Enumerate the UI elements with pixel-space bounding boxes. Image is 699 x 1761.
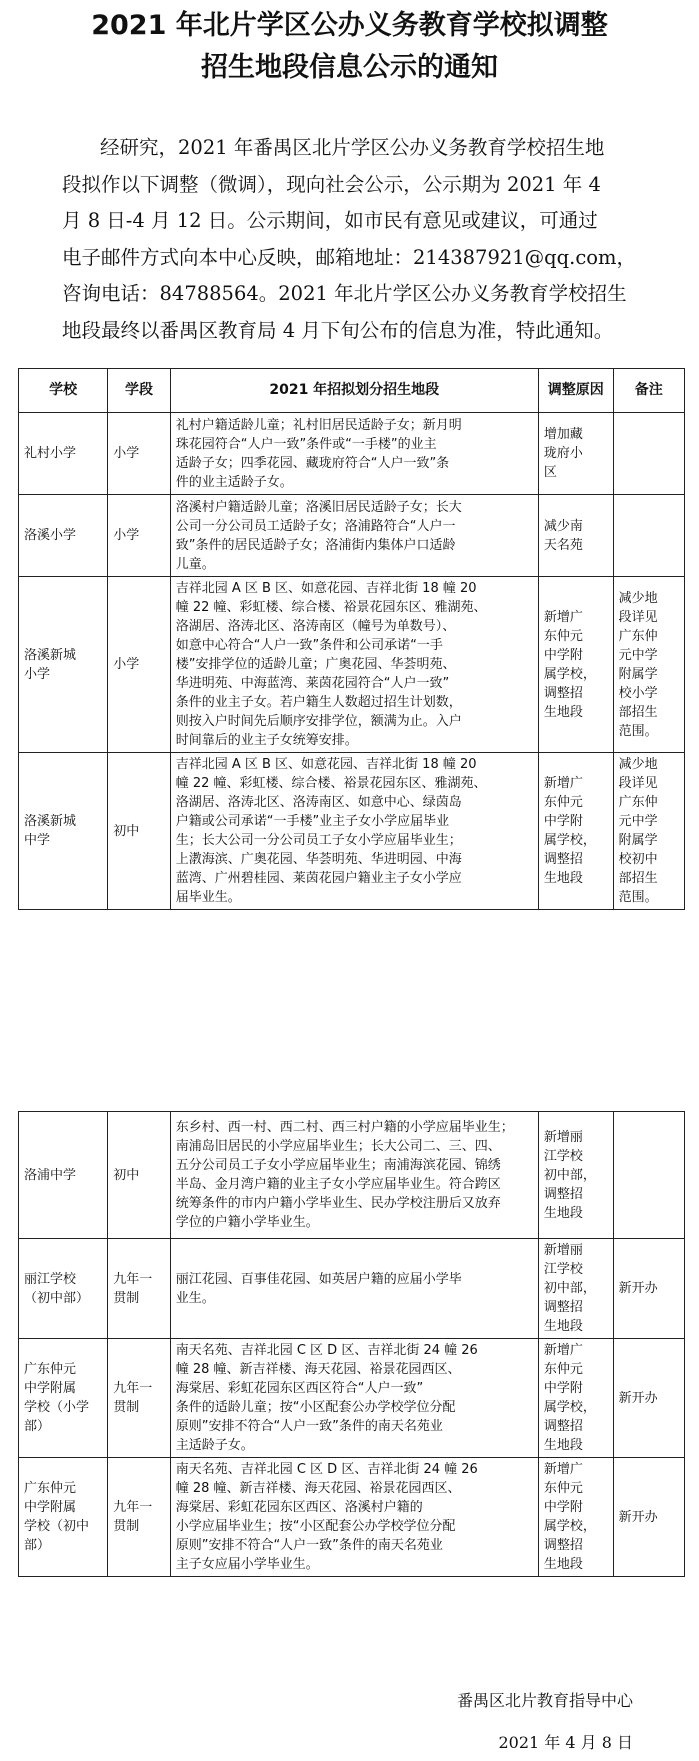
reason-cell-line: 江学校	[543, 1148, 583, 1164]
reason-cell-line: 江学校	[543, 1262, 583, 1277]
area-cell-line: 如意中心符合“人户一致”条件和公司承诺“一手	[175, 638, 443, 653]
area-cell	[170, 753, 538, 910]
reason-cell-line: 中学附	[543, 647, 583, 663]
reason-cell-line: 生地段	[543, 1205, 583, 1221]
note-cell-line: 附属学	[618, 666, 658, 682]
reason-cell-line: 新增广	[543, 609, 583, 625]
stage-cell-line: 初中	[113, 823, 140, 839]
area-cell-line: 东乡村、西一村、西二村、西三村户籍的小学应届毕业生；	[175, 1120, 514, 1135]
reason-cell-line: 生地段	[543, 704, 583, 720]
stage-cell-line: 小学	[113, 528, 140, 543]
area-cell-line: 生；长大公司一分公司员工子女小学应届毕业生；	[175, 833, 462, 848]
stage-cell	[108, 495, 170, 577]
reason-cell-line: 属学校，	[543, 1519, 596, 1534]
stage-cell	[108, 577, 170, 753]
reason-cell-line: 东仲元	[543, 795, 583, 810]
note-cell	[613, 753, 684, 910]
area-cell-line: 时间靠后的业主子女统筹安排。	[175, 733, 358, 748]
reason-cell-line: 属学校，	[543, 666, 596, 682]
reason-cell-line: 珑府小	[543, 446, 583, 461]
enrollment-table-top	[18, 368, 685, 910]
table-row	[19, 495, 685, 577]
school-cell-line: 洛浦中学	[24, 1167, 77, 1183]
reason-cell-line: 初中部，	[543, 1167, 596, 1183]
note-cell-line: 元中学	[618, 647, 658, 663]
area-cell-line: 吉祥北园 A 区 B 区、如意花园、吉祥北街 18 幢 20	[175, 581, 477, 596]
stage-cell	[108, 1339, 170, 1458]
area-cell-line: 上漖海滨、广奥花园、华荟明苑、华进明园、中海	[175, 852, 462, 867]
reason-cell-line: 生地段	[543, 1557, 583, 1572]
reason-cell-line: 调整招	[543, 852, 583, 867]
intro-paragraph	[62, 130, 674, 349]
table-row	[19, 577, 685, 753]
area-cell-line: 条件的业主子女。若户籍生人数超过招生计划数，	[175, 695, 462, 710]
note-cell	[613, 1339, 684, 1458]
intro-line: 经研究，2021 年番禺区北片学区公办义务教育学校招生地	[100, 136, 605, 159]
area-cell-line: 主适龄子女。	[175, 1438, 254, 1453]
reason-cell-line: 中学附	[543, 1500, 583, 1515]
area-cell-line: 珠花园符合“人户一致”条件或“一手楼”的业主	[175, 436, 437, 452]
school-cell	[19, 753, 108, 910]
area-cell-line: 原则”安排不符合“人户一致”条件的南天名苑业	[175, 1419, 443, 1434]
reason-cell-line: 新增广	[543, 1462, 583, 1477]
reason-cell-line: 东仲元	[543, 1481, 583, 1496]
header-note: 备注	[613, 369, 684, 413]
table-row	[19, 753, 685, 910]
stage-cell-line: 小学	[113, 446, 140, 461]
school-cell-line: 学校（小学	[24, 1400, 90, 1415]
note-cell	[613, 1112, 684, 1239]
school-cell-line: （初中部）	[24, 1290, 90, 1306]
area-cell-line: 则按入户时间先后顺序安排学位，额满为止。入户	[175, 714, 462, 729]
note-cell-line: 新开办	[618, 1509, 658, 1525]
area-cell-line: 统筹条件的市内户籍小学毕业生、民办学校注册后又放弃	[175, 1196, 501, 1211]
table-row	[19, 413, 685, 495]
note-cell-line: 段详见	[618, 609, 658, 625]
area-cell-line: 致”条件的居民适龄子女；洛浦街内集体户口适龄	[175, 537, 456, 553]
reason-cell-line: 生地段	[543, 1319, 583, 1334]
area-cell-line: 洛湖居、洛涛北区、洛涛南区、如意中心、绿茵岛	[175, 795, 462, 810]
reason-cell	[538, 1458, 613, 1577]
school-cell-line: 广东仲元	[24, 1481, 77, 1496]
note-cell-line: 附属学	[618, 833, 658, 848]
reason-cell-line: 新增丽	[543, 1129, 583, 1145]
school-cell-line: 小学	[24, 666, 51, 682]
area-cell-line: 业生。	[175, 1290, 215, 1306]
stage-cell-line: 九年一	[113, 1500, 153, 1515]
area-cell	[170, 1112, 538, 1239]
reason-cell-line: 新增广	[543, 1343, 583, 1358]
intro-line: 段拟作以下调整（微调），现向社会公示，公示期为 2021 年 4	[62, 172, 601, 196]
reason-cell	[538, 1339, 613, 1458]
area-cell-line: 学位的户籍小学毕业生。	[175, 1215, 319, 1230]
school-cell-line: 洛溪新城	[24, 814, 77, 829]
stage-cell-line: 小学	[113, 657, 140, 672]
area-cell-line: 礼村户籍适龄儿童；礼村旧居民适龄子女；新月明	[175, 417, 462, 433]
area-cell-line: 条件的适龄儿童；按“小区配套公办学校学位分配	[175, 1400, 456, 1415]
area-cell	[170, 413, 538, 495]
note-cell-line: 校小学	[618, 685, 658, 701]
area-cell-line: 小学应届毕业生；按“小区配套公办学校学位分配	[175, 1519, 456, 1534]
area-cell	[170, 1458, 538, 1577]
header-school: 学校	[19, 369, 108, 413]
school-cell-line: 洛溪新城	[24, 647, 77, 663]
note-cell-line: 范围。	[618, 890, 658, 905]
note-cell	[613, 1458, 684, 1577]
intro-line: 地段最终以番禺区教育局 4 月下旬公布的信息为准，特此通知。	[62, 318, 614, 342]
note-cell-line: 元中学	[618, 814, 658, 829]
area-cell-line: 件的业主适龄子女。	[175, 474, 293, 490]
note-cell	[613, 413, 684, 495]
note-cell-line: 广东仲	[618, 795, 658, 810]
reason-cell-line: 调整招	[543, 1186, 583, 1202]
stage-cell-line: 贯制	[113, 1290, 140, 1306]
stage-cell-line: 贯制	[113, 1519, 140, 1534]
area-cell-line: 户籍或公司承诺“一手楼”业主子女小学应届毕业	[175, 814, 450, 829]
stage-cell-line: 初中	[113, 1167, 140, 1183]
school-cell-line: 中学附属	[24, 1381, 77, 1396]
reason-cell	[538, 495, 613, 577]
note-cell-line: 新开办	[618, 1390, 658, 1406]
area-cell-line: 原则”安排不符合“人户一致”条件的南天名苑业	[175, 1538, 443, 1553]
school-cell-line: 洛溪小学	[24, 528, 77, 543]
note-cell-line: 减少地	[618, 590, 658, 606]
reason-cell-line: 调整招	[543, 685, 583, 701]
reason-cell-line: 生地段	[543, 1438, 583, 1453]
school-cell-line: 学校（初中	[24, 1519, 90, 1534]
area-cell-line: 幢 28 幢、新吉祥楼、海天花园、裕景花园西区、	[175, 1362, 461, 1377]
intro-line: 咨询电话：84788564。2021 年北片学区公办义务教育学校招生	[62, 282, 627, 305]
area-cell-line: 主子女应届小学毕业生。	[175, 1557, 319, 1572]
enrollment-table-bottom	[18, 1111, 685, 1577]
area-cell-line: 半岛、金月湾户籍的业主子女小学应届毕业生。符合跨区	[175, 1177, 501, 1192]
school-cell-line: 中学附属	[24, 1500, 77, 1515]
area-cell-line: 洛湖居、洛涛北区、洛涛南区（幢号为单数号）、	[175, 619, 456, 634]
reason-cell-line: 东仲元	[543, 628, 583, 644]
stage-cell	[108, 1112, 170, 1239]
table-row	[19, 1458, 685, 1577]
area-cell-line: 海棠居、彩虹花园东区西区、洛溪村户籍的	[175, 1500, 423, 1515]
header-area: 2021 年招拟划分招生地段	[170, 369, 538, 413]
stage-cell	[108, 753, 170, 910]
area-cell	[170, 1339, 538, 1458]
reason-cell-line: 新增丽	[543, 1243, 583, 1258]
reason-cell-line: 调整招	[543, 1419, 583, 1434]
reason-cell-line: 属学校，	[543, 833, 596, 848]
area-cell-line: 幢 22 幢、彩虹楼、综合楼、裕景花园东区、雅湖苑、	[175, 600, 487, 615]
table-row	[19, 1339, 685, 1458]
area-cell-line: 幢 22 幢、彩虹楼、综合楼、裕景花园东区、雅湖苑、	[175, 776, 487, 791]
reason-cell-line: 减少南	[543, 518, 583, 534]
school-cell	[19, 413, 108, 495]
reason-cell-line: 调整招	[543, 1538, 583, 1553]
table-row	[19, 1239, 685, 1339]
area-cell-line: 公司一分公司员工适龄子女；洛浦路符合“人户一	[175, 518, 456, 534]
reason-cell	[538, 1239, 613, 1339]
note-cell	[613, 1239, 684, 1339]
note-cell-line: 段详见	[618, 776, 658, 791]
stage-cell-line: 九年一	[113, 1271, 153, 1287]
stage-cell	[108, 1239, 170, 1339]
note-cell-line: 新开办	[618, 1281, 658, 1296]
stage-cell	[108, 413, 170, 495]
note-cell-line: 部招生	[618, 871, 658, 886]
signature-organization: 番禺区北片教育指导中心	[456, 1691, 633, 1710]
stage-cell	[108, 1458, 170, 1577]
area-cell-line: 适龄子女；四季花园、藏珑府符合“人户一致”条	[175, 455, 450, 471]
reason-cell-line: 调整招	[543, 1300, 583, 1315]
area-cell-line: 南天名苑、吉祥北园 C 区 D 区、吉祥北街 24 幢 26	[175, 1343, 478, 1358]
area-cell-line: 五分公司员工子女小学应届毕业生；南浦海滨花园、锦绣	[175, 1158, 501, 1173]
area-cell-line: 吉祥北园 A 区 B 区、如意花园、吉祥北街 18 幢 20	[175, 757, 477, 772]
school-cell	[19, 495, 108, 577]
school-cell	[19, 1339, 108, 1458]
reason-cell-line: 天名苑	[543, 537, 583, 553]
area-cell-line: 南天名苑、吉祥北园 C 区 D 区、吉祥北街 24 幢 26	[175, 1462, 478, 1477]
area-cell	[170, 495, 538, 577]
area-cell-line: 蓝湾、广州碧桂园、莱茵花园户籍业主子女小学应	[175, 871, 462, 886]
school-cell-line: 丽江学校	[24, 1271, 77, 1287]
reason-cell-line: 东仲元	[543, 1362, 583, 1377]
area-cell-line: 届毕业生。	[175, 890, 241, 905]
document-title-line-1: 2021 年北片学区公办义务教育学校拟调整	[91, 10, 608, 41]
reason-cell	[538, 577, 613, 753]
reason-cell-line: 中学附	[543, 814, 583, 829]
area-cell	[170, 577, 538, 753]
reason-cell-line: 生地段	[543, 871, 583, 886]
school-cell-line: 广东仲元	[24, 1362, 77, 1377]
school-cell	[19, 1112, 108, 1239]
note-cell	[613, 577, 684, 753]
stage-cell-line: 贯制	[113, 1400, 140, 1415]
school-cell-line: 中学	[24, 833, 51, 848]
header-stage: 学段	[108, 369, 170, 413]
reason-cell	[538, 753, 613, 910]
reason-cell-line: 初中部，	[543, 1281, 596, 1296]
reason-cell-line: 新增广	[543, 776, 583, 791]
school-cell	[19, 1239, 108, 1339]
note-cell-line: 范围。	[618, 723, 658, 739]
area-cell-line: 幢 28 幢、新吉祥楼、海天花园、裕景花园西区、	[175, 1481, 461, 1496]
note-cell-line: 校初中	[618, 852, 658, 867]
reason-cell-line: 增加藏	[543, 427, 583, 442]
note-cell	[613, 495, 684, 577]
header-reason: 调整原因	[538, 369, 613, 413]
intro-line: 月 8 日-4 月 12 日。公示期间，如市民有意见或建议，可通过	[62, 209, 598, 232]
note-cell-line: 减少地	[618, 757, 658, 772]
area-cell-line: 华进明苑、中海蓝湾、莱茵花园符合“人户一致”	[175, 676, 450, 691]
area-cell-line: 儿童。	[175, 556, 215, 572]
area-cell	[170, 1239, 538, 1339]
reason-cell-line: 中学附	[543, 1381, 583, 1396]
area-cell-line: 洛溪村户籍适龄儿童；洛溪旧居民适龄子女；长大	[175, 499, 462, 515]
reason-cell	[538, 1112, 613, 1239]
note-cell-line: 广东仲	[618, 628, 658, 644]
table-row	[19, 1112, 685, 1239]
stage-cell-line: 九年一	[113, 1381, 153, 1396]
reason-cell-line: 区	[543, 465, 557, 480]
area-cell-line: 南浦岛旧居民的小学应届毕业生；长大公司二、三、四、	[175, 1139, 501, 1154]
signature-date: 2021 年 4 月 8 日	[498, 1733, 633, 1752]
school-cell-line: 部）	[24, 1419, 51, 1434]
reason-cell-line: 属学校，	[543, 1400, 596, 1415]
document-title-line-2: 招生地段信息公示的通知	[201, 52, 498, 83]
school-cell	[19, 1458, 108, 1577]
note-cell-line: 部招生	[618, 704, 658, 720]
area-cell-line: 楼”安排学位的适龄儿童；广奥花园、华荟明苑、	[175, 657, 456, 672]
area-cell-line: 丽江花园、百事佳花园、如英居户籍的应届小学毕	[175, 1271, 462, 1287]
school-cell-line: 礼村小学	[24, 446, 77, 461]
area-cell-line: 海棠居、彩虹花园东区西区符合“人户一致”	[175, 1381, 424, 1396]
school-cell-line: 部）	[24, 1538, 51, 1553]
intro-line: 电子邮件方式向本中心反映，邮箱地址：214387921@qq.com，	[62, 245, 636, 269]
school-cell	[19, 577, 108, 753]
reason-cell	[538, 413, 613, 495]
